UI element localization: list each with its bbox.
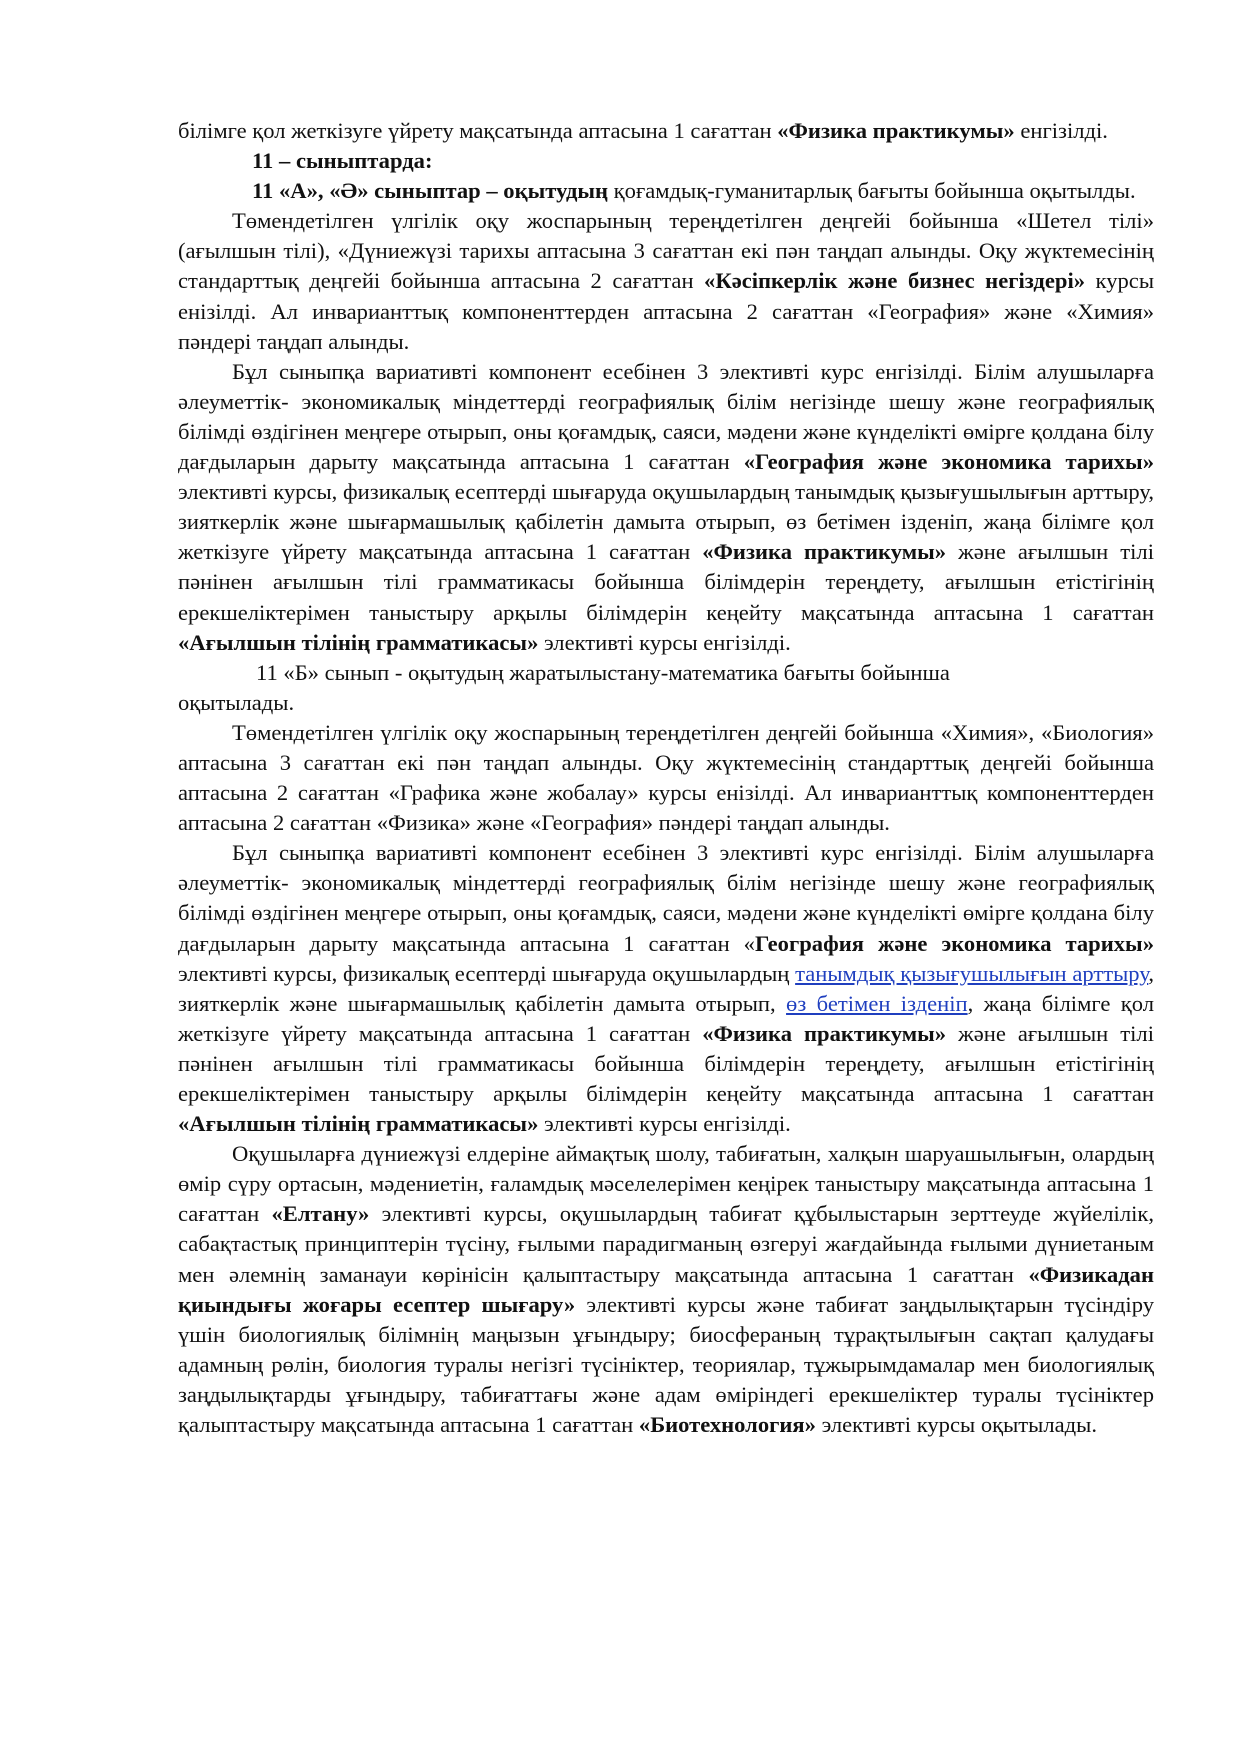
bold-physics-practicum: «Физика практикумы» [702, 539, 947, 565]
bold-english-grammar: «Ағылшын тілінің грамматикасы» [178, 629, 539, 655]
bold-hard-physics-problems: «Физикадан қиындығы жоғары есептер шығару» [178, 1261, 1154, 1317]
bold-physics-practicum: «Физика практикумы» [777, 118, 1015, 143]
document-page [178, 116, 1154, 1440]
paragraph-11b-electives: Бұл сыныпқа вариативті компонент есебінен 3 элективті курс енгізілді. Білім алушыларға әлеуметтік- экономикалық міндеттерді географиялық білім негізінде шешу және географиялық білімді өздігінен меңгере отырып, оны қоғамдық, саяси, мәдени және күнделікті өмірге қолдана білу дағдыларын дарыту мақсатында аптасына 1 сағаттан «География және экономика тарихы» элективті курсы, физикалық есептерді шығаруда оқушылардың танымдық қызығушылығын арттыру, зияткерлік және шығармашылық қабілетін дамыта отырып, өз бетімен ізденіп, жаңа білімге қол жеткізуге үйрету мақсатында аптасына 1 сағаттан «Физика практикумы» және ағылшын тілі пәнінен ағылшын тілі грамматикасы бойынша білімдерін тереңдету, ағылшын етістігінің ерекшеліктерімен таныстыру арқылы білімдерін кеңейту мақсатында аптасына 1 сағаттан «Ағылшын тілінің грамматикасы» элективті курсы енгізілді. [178, 840, 1154, 1137]
bold-business-course: «Кәсіпкерлік және бизнес негіздері» [704, 268, 1086, 294]
bold-physics-practicum: «Физика практикумы» [702, 1020, 947, 1046]
paragraph-11a-electives: Бұл сыныпқа вариативті компонент есебінен 3 элективті курс енгізілді. Білім алушыларға әлеуметтік- экономикалық міндеттерді географиялық білім негізінде шешу және географиялық білімді өздігінен меңгере отырып, оны қоғамдық, саяси, мәдени және күнделікті өмірге қолдана білу дағдыларын дарыту мақсатында аптасына 1 сағаттан «География және экономика тарихы» элективті курсы, физикалық есептерді шығаруда оқушылардың танымдық қызығушылығын арттыру, зияткерлік және шығармашылық қабілетін дамыта отырып, өз бетімен ізденіп, жаңа білімге қол жеткізуге үйрету мақсатында аптасына 1 сағаттан «Физика практикумы» және ағылшын тілі пәнінен ағылшын тілі грамматикасы бойынша білімдерін тереңдету, ағылшын етістігінің ерекшеліктерімен таныстыру арқылы білімдерін кеңейту мақсатында аптасына 1 сағаттан «Ағылшын тілінің грамматикасы» элективті курсы енгізілді. [178, 358, 1154, 655]
paragraph-11a-curriculum: Төмендетілген үлгілік оқу жоспарының тереңдетілген деңгейі бойынша «Шетел тілі» (ағылшын тілі), «Дүниежүзі тарихы аптасына 3 сағаттан екі пән таңдап алынды. Оқу жүктемесінің стандарттық деңгейі бойынша аптасына 2 сағаттан «Кәсіпкерлік және бизнес негіздері» курсы енізілді. Ал инварианттық компоненттерден аптасына 2 сағаттан «География» және «Химия» пәндері таңдап алынды. [178, 208, 1154, 354]
paragraph-11a-classes: 11 «А», «Ә» сыныптар – оқытудың қоғамдық-гуманитарлық бағыты бойынша оқытылды. [252, 178, 1136, 204]
paragraph-physics-practicum-intro: білімге қол жеткізуге үйрету мақсатында аптасына 1 сағаттан «Физика практикумы» енгізілді. [178, 118, 1108, 143]
bold-country-studies: «Елтану» [271, 1201, 370, 1227]
bold-english-grammar: «Ағылшын тілінің грамматикасы» [178, 1111, 539, 1137]
bold-biotechnology: «Биотехнология» [638, 1412, 816, 1438]
bold-11a-classes: 11 «А», «Ә» сыныптар – оқытудың [252, 178, 609, 204]
paragraph-11b-class-cont: оқытылады. [178, 689, 295, 715]
link-cognitive-interest[interactable]: танымдық қызығушылығын арттыру [795, 960, 1149, 986]
paragraph-11b-curriculum: Төмендетілген үлгілік оқу жоспарының тереңдетілген деңгейі бойынша «Химия», «Биология» аптасына 3 сағаттан екі пән таңдап алынды. Оқу жүктемесінің стандарттық деңгейі бойынша аптасына 2 сағаттан «Графика және жобалау» курсы енізілді. Ал инварианттық компоненттерден аптасына 2 сағаттан «Физика» және «География» пәндері таңдап алынды. [178, 719, 1154, 836]
link-independent-search[interactable]: өз бетімен ізденіп [786, 990, 968, 1016]
bold-geography-course: География және экономика тарихы» [754, 930, 1154, 956]
paragraph-11b-class: 11 «Б» сынып - оқытудың жаратылыстану-математика бағыты бойынша [256, 659, 950, 685]
bold-geography-course: «География және экономика тарихы» [743, 449, 1154, 475]
paragraph-country-studies: Оқушыларға дүниежүзі елдеріне аймақтық шолу, табиғатын, халқын шаруашылығын, олардың өмір сүру ортасын, мәдениетін, ғаламдық мәселелерімен кеңірек таныстыру мақсатында аптасына 1 сағаттан «Елтану» элективті курсы, оқушылардың табиғат құбылыстарын зерттеуде жүйелілік, сабақтастық принциптерін түсіну, ғылыми парадигманың өзгеруі жағдайында ғылыми дүниетаным мен әлемнің заманауи көрінісін қалыптастыру мақсатында аптасына 1 сағаттан «Физикадан қиындығы жоғары есептер шығару» элективті курсы және табиғат заңдылықтарын түсіндіру үшін биологиялық білімнің маңызын ұғындыру; биосфераның тұрақтылығын сақтап қалудағы адамның рөлін, биология туралы негізгі түсініктер, теориялар, тұжырымдамалар мен биологиялық заңдылықтарды ұғындыру, табиғаттағы және адам өміріндегі ерекшеліктер туралы түсініктер қалыптастыру мақсатында аптасына 1 сағаттан «Биотехнология» элективті курсы оқытылады. [178, 1141, 1155, 1438]
heading-grade-11: 11 – сыныптарда: [252, 148, 433, 174]
